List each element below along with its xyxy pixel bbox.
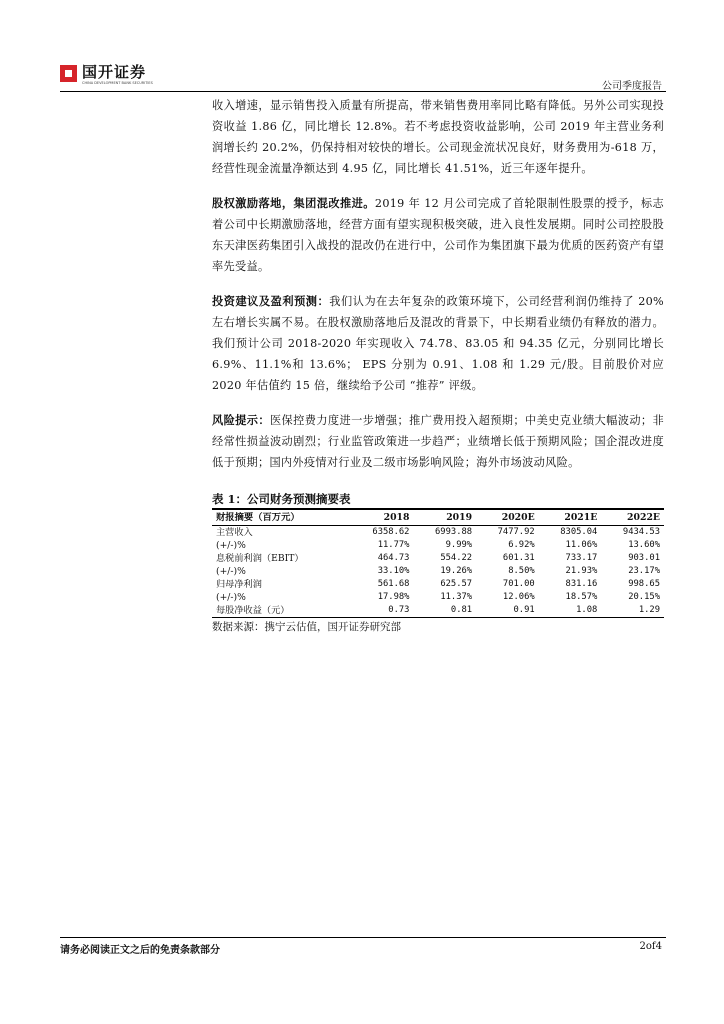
table-cell: 6358.62 [372, 527, 410, 537]
logo-subtitle: CHINA DEVELOPMENT BANK SECURITIES [82, 81, 153, 85]
table-header-cell: 2019 [413, 509, 476, 526]
table-cell: 0.91 [476, 604, 539, 618]
table-cell: 归母净利润 [216, 579, 262, 590]
report-type: 公司季度报告 [602, 81, 662, 92]
financial-forecast-table [212, 508, 664, 618]
table-cell: 33.10% [377, 566, 410, 576]
paragraph-income: 收入增速，显示销售投入质量有所提高，带来销售费用率同比略有降低。另外公司实现投资收益 1.86 亿，同比增长 12.8%。若不考虑投资收益影响，公司 2019 年主营业务利润增长约 20.2%，仍保持相对较快的增长。公司现金流状况良好，财务费用为-618 万，经营性现金流量净额达到 4.95 亿，同比增长 41.51%，近三年逐年提升。 [212, 99, 664, 175]
table-cell: 11.77% [377, 540, 410, 550]
table-cell: 1.08 [539, 604, 602, 618]
table-cell: 8305.04 [560, 527, 598, 537]
table-cell: 561.68 [377, 579, 410, 589]
table-cell: 0.73 [351, 604, 414, 618]
table-cell: 6993.88 [435, 527, 473, 537]
table-cell: 17.98% [377, 592, 410, 602]
main-content [212, 95, 664, 635]
table-header-cell: 2021E [539, 509, 602, 526]
table-cell: (+/-)% [216, 566, 246, 577]
table-row [212, 604, 664, 618]
table-cell: 13.60% [628, 540, 660, 550]
paragraph-investment-advice [212, 291, 664, 396]
table-row [212, 526, 664, 540]
table-cell: 9.99% [445, 540, 473, 550]
logo-text [82, 64, 153, 86]
table-cell: 息税前利润（EBIT） [216, 553, 304, 564]
footer-divider [60, 937, 666, 938]
logo-mark-icon [60, 65, 77, 82]
table-header-row [212, 509, 664, 526]
header-divider [60, 91, 666, 92]
footer-disclaimer: 请务必阅读正文之后的免责条款部分 [60, 945, 220, 956]
table-cell: 21.93% [565, 566, 598, 576]
paragraph-lead: 风险提示： [212, 413, 270, 427]
table-cell: 12.06% [502, 592, 535, 602]
paragraph-lead: 投资建议及盈利预测： [212, 294, 330, 308]
table-cell: 每股净收益（元） [212, 604, 351, 618]
table-cell: 601.31 [502, 553, 535, 563]
table-cell: 554.22 [440, 553, 473, 563]
table-header-cell: 2022E [601, 509, 664, 526]
table-cell: 11.06% [565, 540, 598, 550]
table-cell: 23.17% [628, 566, 660, 576]
table-cell: 701.00 [502, 579, 535, 589]
paragraph-lead: 股权激励落地，集团混改推进。 [212, 196, 375, 210]
logo-name: 国开证券 [82, 63, 147, 81]
paragraph-risk-warning [212, 410, 664, 473]
table-row [212, 591, 664, 604]
page-number: 2of4 [639, 941, 662, 952]
paragraph-text: 2019 年 12 月公司完成了首轮限制性股票的授予，标志着公司中长期激励落地，经营方面有望实现积极突破，进入良性发展期。同时公司控股股东天津医药集团引入战投的混改仍在进行中，公司作为集团旗下最为优质的医药资产有望率先受益。 [212, 197, 664, 273]
table-cell: 20.15% [628, 592, 660, 602]
paragraph-equity-incentive [212, 193, 664, 277]
table-cell: 831.16 [565, 579, 598, 589]
paragraph-text: 医保控费力度进一步增强；推广费用投入超预期；中美史克业绩大幅波动；非经常性损益波动剧烈；行业监管政策进一步趋严；业绩增长低于预期风险；国企混改进度低于预期；国内外疫情对行业及二级市场影响风险；海外市场波动风险。 [212, 414, 664, 469]
data-source-note: 数据来源：携宁云估值，国开证券研究部 [212, 621, 401, 633]
table-cell: (+/-)% [216, 592, 246, 603]
table-cell: 19.26% [440, 566, 473, 576]
table-cell: 733.17 [565, 553, 598, 563]
company-logo [60, 64, 153, 86]
table-cell: 903.01 [628, 553, 660, 563]
table-header-cell: 财报摘要（百万元） [212, 509, 351, 526]
table-cell: 6.92% [508, 540, 535, 550]
table-row [212, 539, 664, 552]
table-header-cell: 2018 [351, 509, 414, 526]
table-cell: 8.50% [508, 566, 535, 576]
table-cell: 9434.53 [622, 527, 660, 537]
table-cell: 625.57 [440, 579, 473, 589]
table-row [212, 565, 664, 578]
table-header-cell: 2020E [476, 509, 539, 526]
table-cell: 主营收入 [216, 527, 253, 538]
table-cell: (+/-)% [216, 540, 246, 551]
table-cell: 1.29 [601, 604, 664, 618]
table-row [212, 578, 664, 591]
table-cell: 998.65 [628, 579, 660, 589]
table-row [212, 552, 664, 565]
table-cell: 464.73 [377, 553, 410, 563]
table-cell: 18.57% [565, 592, 598, 602]
table-title: 表 1：公司财务预测摘要表 [212, 492, 351, 506]
paragraph-text: 我们认为在去年复杂的政策环境下，公司经营利润仍维持了 20%左右增长实属不易。在股权激励落地后及混改的背景下，中长期看业绩仍有释放的潜力。我们预计公司 2018-2020 年实现收入 74.78、83.05 和 94.35 亿元，分别同比增长 6.9%、11.1%和 13.6%； EPS 分别为 0.91、1.08 和 1.29 元/股。目前股价对应 2020 年估值约 15 倍，继续给予公司 “推荐” 评级。 [212, 295, 664, 392]
table-cell: 0.81 [413, 604, 476, 618]
table-cell: 11.37% [440, 592, 473, 602]
table-cell: 7477.92 [497, 527, 535, 537]
